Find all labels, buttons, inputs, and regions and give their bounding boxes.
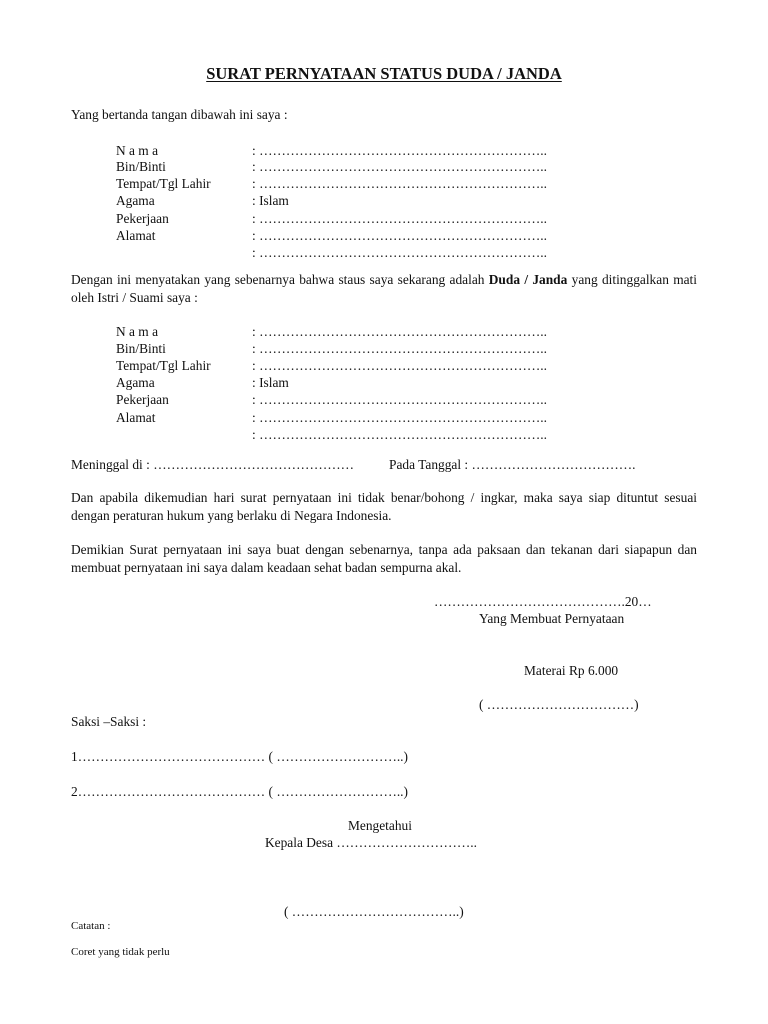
acknowledgement-heading: Mengetahui bbox=[348, 818, 412, 833]
field-label-bin-binti: Bin/Binti bbox=[116, 159, 166, 174]
field-label-nama: N a m a bbox=[116, 143, 159, 158]
statement-text-before: Dengan ini menyatakan yang sebenarnya bahwa staus saya sekarang adalah bbox=[71, 272, 489, 287]
statement-paragraph bbox=[71, 271, 697, 306]
witness-line-1: 1…………………………………… ( ………………………..) bbox=[71, 749, 408, 764]
spouse-value-tempat-tgl-lahir: : ……………………………………………………….. bbox=[252, 358, 547, 373]
closing-paragraph: Demikian Surat pernyataan ini saya buat dengan sebenarnya, tanpa ada paksaan dan tekanan dari siapapun dan membuat pernyataan ini saya dalam keadaan sehat badan sempurna akal. bbox=[71, 542, 697, 575]
spouse-value-agama: : Islam bbox=[252, 375, 289, 390]
field-value-bin-binti: : ……………………………………………………….. bbox=[252, 159, 547, 174]
death-place-line: Meninggal di : ……………………………………… bbox=[71, 457, 355, 472]
witnesses-heading: Saksi –Saksi : bbox=[71, 714, 147, 729]
spouse-label-pekerjaan: Pekerjaan bbox=[116, 392, 169, 407]
spouse-label-tempat-tgl-lahir: Tempat/Tgl Lahir bbox=[116, 358, 211, 373]
field-value-tempat-tgl-lahir: : ……………………………………………………….. bbox=[252, 176, 547, 191]
field-label-pekerjaan: Pekerjaan bbox=[116, 211, 169, 226]
field-label-alamat: Alamat bbox=[116, 228, 156, 243]
village-head-line: Kepala Desa ………………………….. bbox=[265, 835, 477, 850]
spouse-value-alamat: : ……………………………………………………….. bbox=[252, 410, 547, 425]
field-label-tempat-tgl-lahir: Tempat/Tgl Lahir bbox=[116, 176, 211, 191]
spouse-value-nama: : ……………………………………………………….. bbox=[252, 324, 547, 339]
statement-status-bold: Duda / Janda bbox=[488, 272, 568, 287]
spouse-label-nama: N a m a bbox=[116, 324, 159, 339]
field-value-nama: : ……………………………………………………….. bbox=[252, 143, 547, 158]
document-title-text: SURAT PERNYATAAN STATUS DUDA / JANDA bbox=[206, 64, 562, 83]
note-text: Coret yang tidak perlu bbox=[71, 946, 170, 958]
spouse-label-agama: Agama bbox=[116, 375, 155, 390]
signature-name-line: ( ……………………………) bbox=[479, 697, 639, 712]
field-value-pekerjaan: : ……………………………………………………….. bbox=[252, 211, 547, 226]
field-value-alamat: : ……………………………………………………….. bbox=[252, 228, 547, 243]
death-date-line: Pada Tanggal : ………………………………. bbox=[389, 457, 636, 472]
field-value-alamat-continued: : ……………………………………………………….. bbox=[252, 245, 547, 260]
truth-paragraph: Dan apabila dikemudian hari surat pernyataan ini tidak benar/bohong / ingkar, maka saya siap dituntut sesuai dengan peraturan hukum yang berlaku di Negara Indonesia. bbox=[71, 490, 697, 523]
spouse-value-pekerjaan: : ……………………………………………………….. bbox=[252, 392, 547, 407]
spouse-value-bin-binti: : ……………………………………………………….. bbox=[252, 341, 547, 356]
spouse-label-alamat: Alamat bbox=[116, 410, 156, 425]
spouse-value-alamat-continued: : ……………………………………………………….. bbox=[252, 427, 547, 442]
note-heading: Catatan : bbox=[71, 920, 111, 932]
signature-maker-label: Yang Membuat Pernyataan bbox=[479, 611, 625, 626]
document-title bbox=[0, 64, 768, 84]
statement-text-after: yang ditinggalkan mati oleh Istri / Suami saya : bbox=[71, 272, 697, 305]
village-head-name-line: ( ………………………………..) bbox=[284, 904, 464, 919]
field-value-agama: : Islam bbox=[252, 193, 289, 208]
materai-label: Materai Rp 6.000 bbox=[524, 663, 619, 678]
spouse-label-bin-binti: Bin/Binti bbox=[116, 341, 166, 356]
intro-text: Yang bertanda tangan dibawah ini saya : bbox=[71, 107, 288, 122]
signature-date-line: …………………………………….20… bbox=[434, 594, 652, 609]
field-label-agama: Agama bbox=[116, 193, 155, 208]
witness-line-2: 2…………………………………… ( ………………………..) bbox=[71, 784, 408, 799]
